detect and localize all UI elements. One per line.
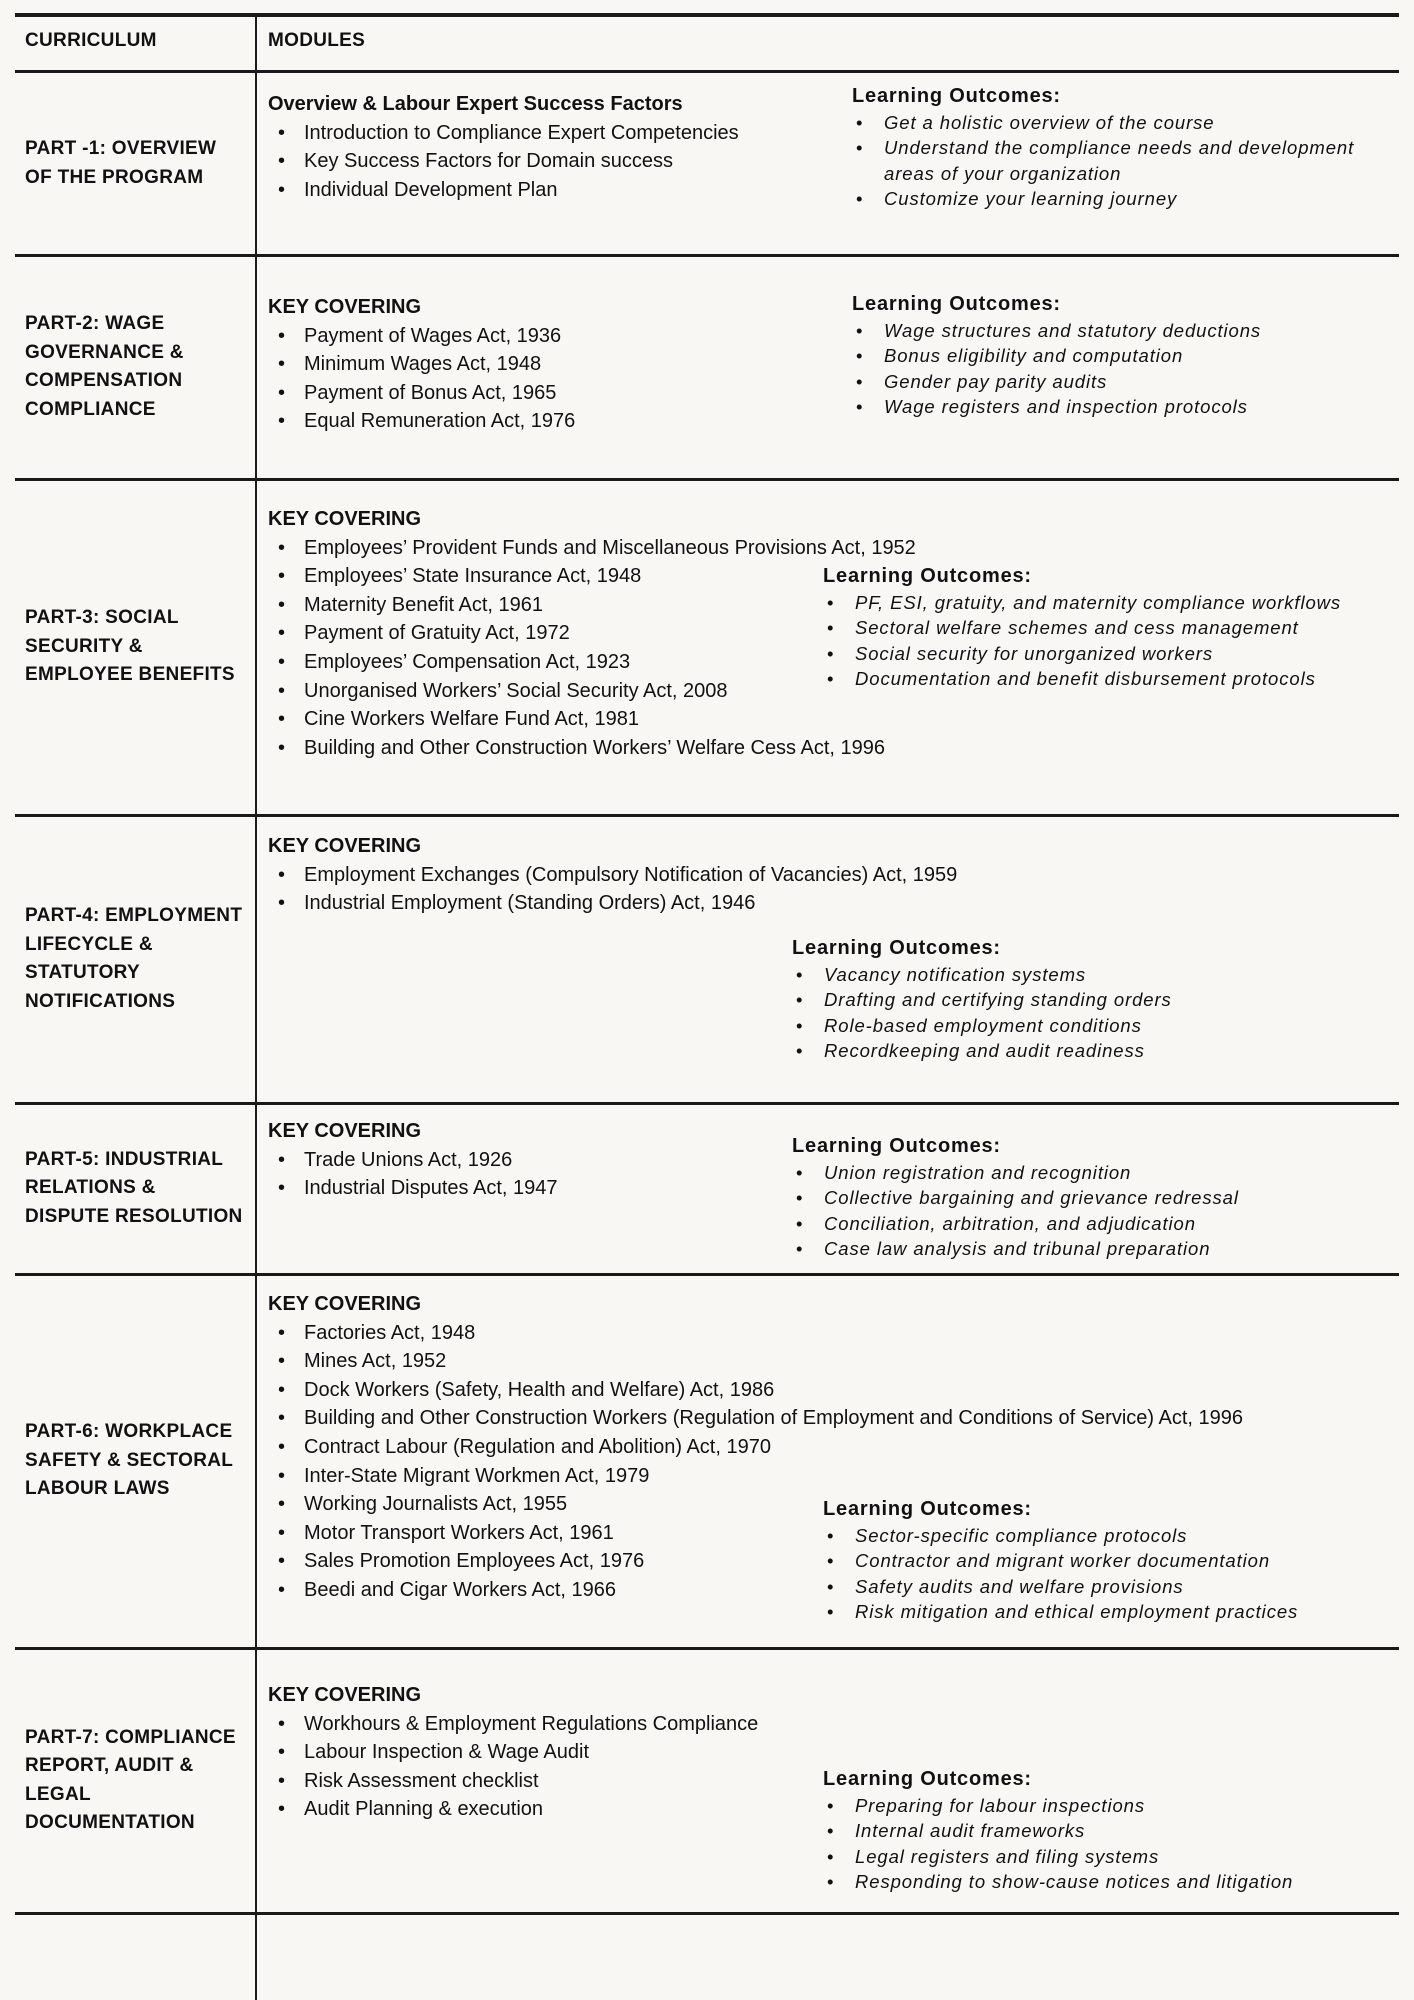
learning-outcomes-heading: Learning Outcomes: [823, 1768, 1032, 1790]
row-divider [15, 1912, 1399, 1915]
learning-outcomes-list [792, 1160, 1392, 1262]
module-item: • Mines Act, 1952 [268, 1347, 1393, 1376]
modules-heading: KEY COVERING [268, 296, 421, 318]
learning-outcome-item: • Contractor and migrant worker documentation [823, 1548, 1398, 1574]
learning-outcome-item: • Sector-specific compliance protocols [823, 1523, 1398, 1549]
learning-outcome-item: • Gender pay parity audits [852, 369, 1397, 395]
module-item: • Introduction to Compliance Expert Competencies [268, 119, 1393, 148]
module-item: • Employees’ State Insurance Act, 1948 [268, 562, 1393, 591]
learning-outcomes-heading: Learning Outcomes: [823, 1498, 1032, 1520]
modules-block [268, 832, 1393, 918]
part-label: PART -1: OVERVIEW OF THE PROGRAM [25, 138, 217, 188]
learning-outcome-item: • Legal registers and filing systems [823, 1844, 1398, 1870]
modules-heading: KEY COVERING [268, 1293, 421, 1315]
learning-outcomes [823, 1497, 1398, 1625]
learning-outcomes [823, 1767, 1398, 1895]
learning-outcomes-heading: Learning Outcomes: [852, 85, 1061, 107]
learning-outcomes [823, 564, 1398, 692]
modules-heading: Overview & Labour Expert Success Factors [268, 93, 683, 115]
learning-outcome-item: • Safety audits and welfare provisions [823, 1574, 1398, 1600]
module-item: • Audit Planning & execution [268, 1795, 1393, 1824]
part-label: PART-2: WAGE GOVERNANCE & COMPENSATION COMPLIANCE [25, 313, 184, 420]
module-item: • Employment Exchanges (Compulsory Notification of Vacancies) Act, 1959 [268, 861, 1393, 890]
learning-outcome-item: • Sectoral welfare schemes and cess management [823, 615, 1398, 641]
learning-outcome-item: • Bonus eligibility and computation [852, 343, 1397, 369]
learning-outcome-item: • Wage registers and inspection protocols [852, 394, 1397, 420]
part-label: PART-7: COMPLIANCE REPORT, AUDIT & LEGAL DOCUMENTATION [25, 1726, 236, 1833]
module-item: • Maternity Benefit Act, 1961 [268, 591, 1393, 620]
module-item: • Key Success Factors for Domain success [268, 147, 1393, 176]
module-item: • Factories Act, 1948 [268, 1319, 1393, 1348]
learning-outcomes-heading: Learning Outcomes: [823, 565, 1032, 587]
module-item: • Payment of Bonus Act, 1965 [268, 379, 1393, 408]
learning-outcome-item: • Union registration and recognition [792, 1160, 1392, 1186]
learning-outcome-item: • Customize your learning journey [852, 186, 1397, 212]
module-item: • Payment of Wages Act, 1936 [268, 322, 1393, 351]
learning-outcome-item: • Documentation and benefit disbursement protocols [823, 666, 1398, 692]
learning-outcomes [852, 292, 1397, 420]
modules-list [268, 861, 1393, 918]
learning-outcome-item: • Get a holistic overview of the course [852, 110, 1397, 136]
learning-outcome-item: • Case law analysis and tribunal preparation [792, 1236, 1392, 1262]
learning-outcome-item: • Risk mitigation and ethical employment practices [823, 1599, 1398, 1625]
module-item: • Building and Other Construction Workers (Regulation of Employment and Conditions of Service) Act, 1996 [268, 1404, 1393, 1433]
column-divider [255, 15, 257, 2000]
header-modules: MODULES [268, 30, 366, 51]
module-item: • Sales Promotion Employees Act, 1976 [268, 1547, 1393, 1576]
module-item: • Employees’ Compensation Act, 1923 [268, 648, 1393, 677]
modules-heading: KEY COVERING [268, 835, 421, 857]
learning-outcomes [852, 84, 1397, 212]
learning-outcome-item: • Vacancy notification systems [792, 962, 1392, 988]
module-item: • Risk Assessment checklist [268, 1767, 1393, 1796]
learning-outcomes [792, 1134, 1392, 1262]
module-item: • Unorganised Workers’ Social Security Act, 2008 [268, 677, 1393, 706]
module-item: • Employees’ Provident Funds and Miscellaneous Provisions Act, 1952 [268, 534, 1393, 563]
learning-outcomes-list [823, 590, 1398, 692]
learning-outcome-item: • Responding to show-cause notices and litigation [823, 1869, 1398, 1895]
modules-heading: KEY COVERING [268, 1684, 421, 1706]
learning-outcomes [792, 936, 1392, 1064]
module-item: • Individual Development Plan [268, 176, 1393, 205]
modules-heading: KEY COVERING [268, 1120, 421, 1142]
learning-outcome-item: • Recordkeeping and audit readiness [792, 1038, 1392, 1064]
learning-outcomes-list [823, 1793, 1398, 1895]
header-curriculum: CURRICULUM [25, 30, 157, 51]
module-item: • Industrial Disputes Act, 1947 [268, 1174, 1393, 1203]
learning-outcome-item: • Social security for unorganized workers [823, 641, 1398, 667]
part-label: PART-3: SOCIAL SECURITY & EMPLOYEE BENEFITS [25, 607, 235, 686]
learning-outcomes-list [852, 318, 1397, 420]
learning-outcomes-list [823, 1523, 1398, 1625]
part-label: PART-5: INDUSTRIAL RELATIONS & DISPUTE RESOLUTION [25, 1148, 243, 1227]
module-item: • Contract Labour (Regulation and Abolition) Act, 1970 [268, 1433, 1393, 1462]
learning-outcome-item: • Collective bargaining and grievance redressal [792, 1185, 1392, 1211]
module-item: • Motor Transport Workers Act, 1961 [268, 1519, 1393, 1548]
learning-outcome-item: • Internal audit frameworks [823, 1818, 1398, 1844]
learning-outcome-item: • PF, ESI, gratuity, and maternity compliance workflows [823, 590, 1398, 616]
module-item: • Dock Workers (Safety, Health and Welfare) Act, 1986 [268, 1376, 1393, 1405]
learning-outcome-item: • Preparing for labour inspections [823, 1793, 1398, 1819]
module-item: • Workhours & Employment Regulations Compliance [268, 1710, 1393, 1739]
module-item: • Working Journalists Act, 1955 [268, 1490, 1393, 1519]
module-item: • Trade Unions Act, 1926 [268, 1146, 1393, 1175]
learning-outcome-item: • Understand the compliance needs and development areas of your organization [852, 135, 1397, 186]
learning-outcomes-list [852, 110, 1397, 212]
part-label: PART-4: EMPLOYMENT LIFECYCLE & STATUTORY NOTIFICATIONS [25, 905, 243, 1012]
learning-outcomes-list [792, 962, 1392, 1064]
module-item: • Building and Other Construction Workers’ Welfare Cess Act, 1996 [268, 734, 1393, 763]
learning-outcome-item: • Wage structures and statutory deductions [852, 318, 1397, 344]
module-item: • Equal Remuneration Act, 1976 [268, 407, 1393, 436]
module-item: • Payment of Gratuity Act, 1972 [268, 619, 1393, 648]
module-item: • Minimum Wages Act, 1948 [268, 350, 1393, 379]
learning-outcomes-heading: Learning Outcomes: [792, 937, 1001, 959]
module-item: • Industrial Employment (Standing Orders) Act, 1946 [268, 889, 1393, 918]
learning-outcome-item: • Conciliation, arbitration, and adjudication [792, 1211, 1392, 1237]
learning-outcomes-heading: Learning Outcomes: [792, 1135, 1001, 1157]
learning-outcome-item: • Drafting and certifying standing orders [792, 987, 1392, 1013]
module-item: • Cine Workers Welfare Fund Act, 1981 [268, 705, 1393, 734]
learning-outcomes-heading: Learning Outcomes: [852, 293, 1061, 315]
modules-heading: KEY COVERING [268, 508, 421, 530]
module-item: • Inter-State Migrant Workmen Act, 1979 [268, 1462, 1393, 1491]
table-top-border [15, 13, 1399, 17]
module-item: • Labour Inspection & Wage Audit [268, 1738, 1393, 1767]
module-item: • Beedi and Cigar Workers Act, 1966 [268, 1576, 1393, 1605]
part-label: PART-6: WORKPLACE SAFETY & SECTORAL LABOUR LAWS [25, 1421, 233, 1500]
learning-outcome-item: • Role-based employment conditions [792, 1013, 1392, 1039]
